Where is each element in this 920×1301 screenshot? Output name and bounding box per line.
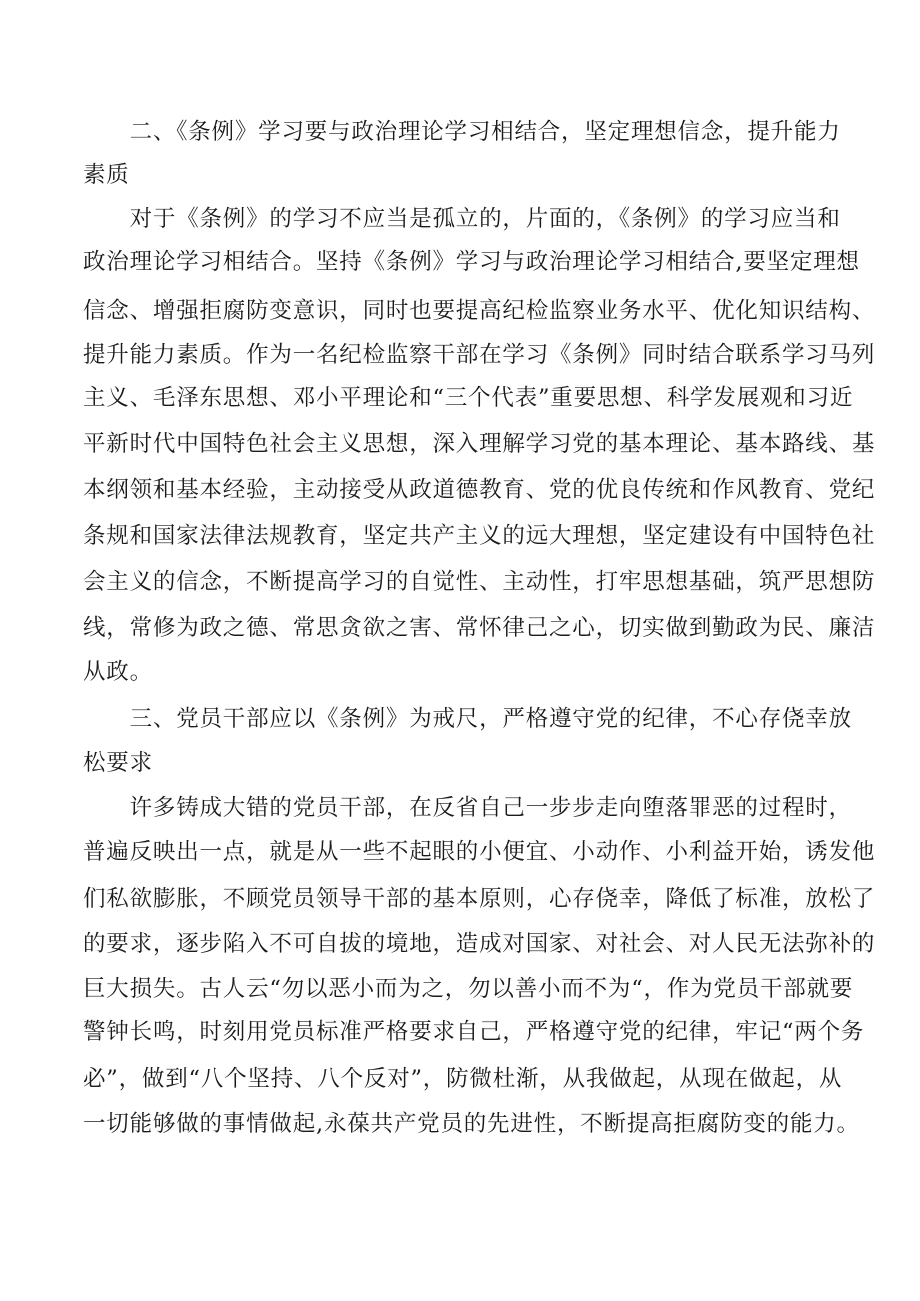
text-line: 线，常修为政之德、常思贪欲之害、常怀律己之心，切实做到勤政为民、廉洁 <box>83 615 876 641</box>
text-line: 一切能够做的事情做起,永葆共产党员的先进性，不断提高拒腐防变的能力。 <box>83 1111 860 1137</box>
text-line: 素质 <box>83 162 130 188</box>
text-line: 从政。 <box>83 659 153 685</box>
text-line: 对于《条例》的学习不应当是孤立的，片面的，《条例》的学习应当和 <box>83 206 841 232</box>
text-line: 平新时代中国特色社会主义思想，深入理解学习党的基本理论、基本路线、基 <box>83 431 876 457</box>
text-line: 主义、毛泽东思想、邓小平理论和“三个代表”重要思想、科学发展观和习近 <box>83 385 854 411</box>
text-line: 松要求 <box>83 750 153 776</box>
text-line: 的要求，逐步陷入不可自拔的境地，造成对国家、对社会、对人民无法弥补的 <box>83 931 876 957</box>
text-line: 会主义的信念，不断提高学习的自觉性、主动性，打牢思想基础，筑严思想防 <box>83 569 876 595</box>
text-line: 政治理论学习相结合。坚持《条例》学习与政治理论学习相结合,要坚定理想 <box>83 249 860 275</box>
text-line: 许多铸成大错的党员干部，在反省自己一步步走向堕落罪恶的过程时， <box>83 795 852 821</box>
text-line: 警钟长鸣，时刻用党员标准严格要求自己，严格遵守党的纪律，牢记“两个务 <box>83 1019 865 1045</box>
text-line: 们私欲膨胀，不顾党员领导干部的基本原则，心存侥幸，降低了标准，放松了 <box>83 886 876 912</box>
text-line: 必”，做到“八个坚持、八个反对”，防微杜渐，从我做起，从现在做起，从 <box>83 1066 843 1092</box>
text-line: 三、党员干部应以《条例》为戒尺，严格遵守党的纪律，不心存侥幸放 <box>83 706 852 732</box>
text-line: 巨大损失。古人云“勿以恶小而为之，勿以善小而不为“，作为党员干部就要 <box>83 976 854 1002</box>
text-line: 二、《条例》学习要与政治理论学习相结合，坚定理想信念，提升能力 <box>83 119 841 145</box>
text-line: 信念、增强拒腐防变意识，同时也要提高纪检监察业务水平、优化知识结构、 <box>83 298 876 324</box>
text-line: 提升能力素质。作为一名纪检监察干部在学习《条例》同时结合联系学习马列 <box>83 342 876 368</box>
text-line: 普遍反映出一点，就是从一些不起眼的小便宜、小动作、小利益开始，诱发他 <box>83 839 876 865</box>
text-line: 条规和国家法律法规教育，坚定共产主义的远大理想，坚定建设有中国特色社 <box>83 523 876 549</box>
text-line: 本纲领和基本经验，主动接受从政道德教育、党的优良传统和作风教育、党纪 <box>83 477 876 503</box>
